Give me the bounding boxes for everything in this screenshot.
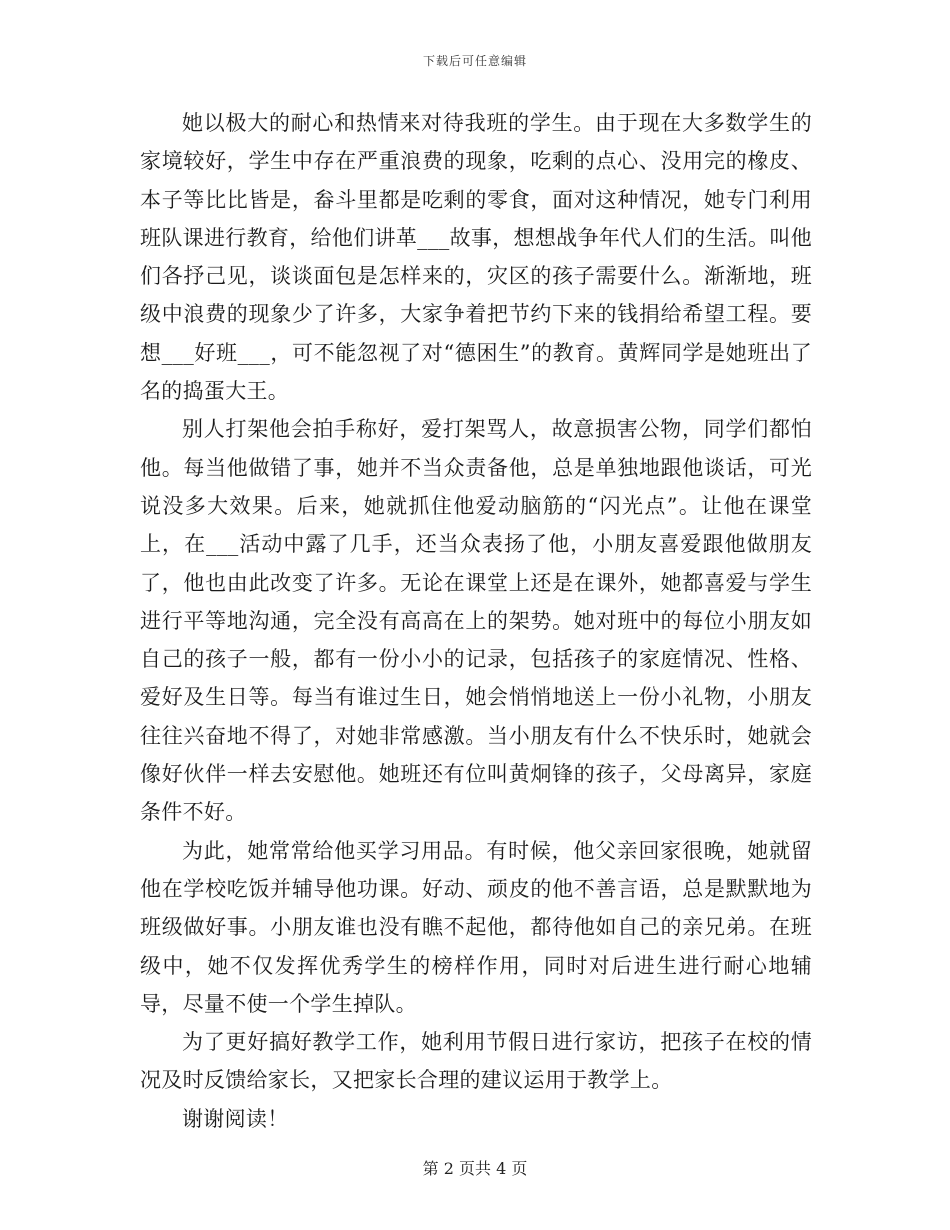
paragraph-4: 为了更好搞好教学工作，她利用节假日进行家访，把孩子在校的情况及时反馈给家长，又把家长合理的建议运用于教学上。: [140, 1030, 812, 1093]
page-header-note: 下载后可任意编辑: [422, 54, 527, 68]
page-number: 第 2 页共 4 页: [422, 1159, 528, 1178]
paragraph-3: 为此，她常常给他买学习用品。有时候，他父亲回家很晚，她就留他在学校吃饭并辅导他功课。好动、顽皮的他不善言语，总是默默地为班级做好事。小朋友谁也没有瞧不起他，都待他如自己的亲兄弟。在班级中，她不仅发挥优秀学生的榜样作用，同时对后进生进行耐心地辅导，尽量不使一个学生掉队。: [140, 838, 812, 1016]
closing-line: 谢谢阅读！: [182, 1106, 289, 1131]
paragraph-2: 别人打架他会拍手称好，爱打架骂人，故意损害公物，同学们都怕他。每当他做错了事，她并不当众责备他，总是单独地跟他谈话，可光说没多大效果。后来，她就抓住他爱动脑筋的“闪光点”。让他在课堂上，在___活动中露了几手，还当众表扬了他，小朋友喜爱跟他做朋友了，他也由此改变了许多。无论在课堂上还是在课外，她都喜爱与学生进行平等地沟通，完全没有高高在上的架势。她对班中的每位小朋友如自己的孩子一般，都有一份小小的记录，包括孩子的家庭情况、性格、爱好及生日等。每当有谁过生日，她会悄悄地送上一份小礼物，小朋友往往兴奋地不得了，对她非常感激。当小朋友有什么不快乐时，她就会像好伙伴一样去安慰他。她班还有位叫黄炯锋的孩子，父母离异，家庭条件不好。: [140, 417, 812, 825]
paragraph-1: 她以极大的耐心和热情来对待我班的学生。由于现在大多数学生的家境较好，学生中存在严重浪费的现象，吃剩的点心、没用完的橡皮、本子等比比皆是，畚斗里都是吃剩的零食，面对这种情况，她专门利用班队课进行教育，给他们讲革___故事，想想战争年代人们的生活。叫他们各抒己见，谈谈面包是怎样来的，灾区的孩子需要什么。渐渐地，班级中浪费的现象少了许多，大家争着把节约下来的钱捐给希望工程。要想___好班___，可不能忽视了对“德困生”的教育。黄辉同学是她班出了名的捣蛋大王。: [140, 111, 812, 404]
document-body: [140, 104, 812, 1138]
